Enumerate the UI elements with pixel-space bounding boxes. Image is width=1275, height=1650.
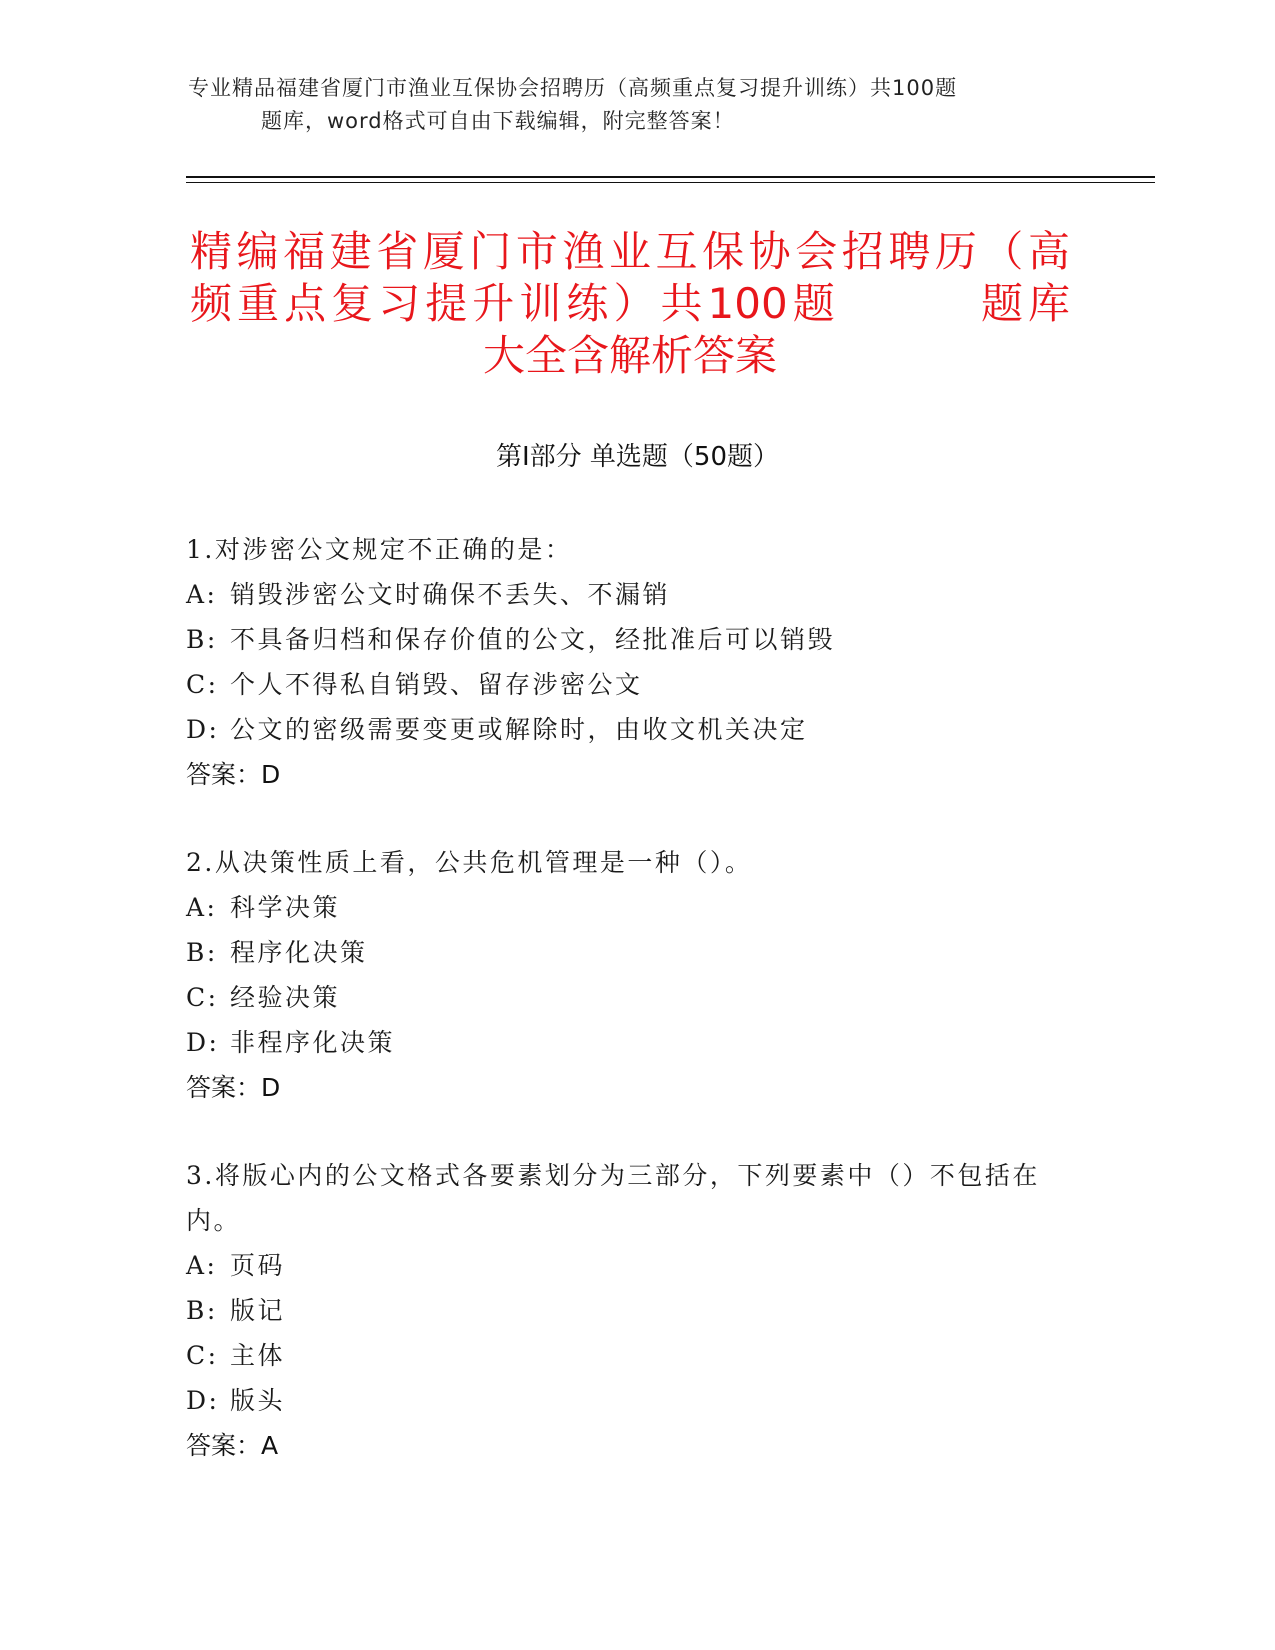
question-stem: 2.从决策性质上看，公共危机管理是一种（）。 [186, 848, 753, 877]
document-header [150, 72, 1050, 138]
header-divider-thin [186, 182, 1155, 183]
question-item [186, 840, 1066, 1110]
option-text: 程序化决策 [230, 938, 368, 967]
option-text: 不具备归档和保存价值的公文，经批准后可以销毁 [230, 625, 836, 654]
option-a [186, 1243, 1066, 1288]
option-text: 版头 [230, 1386, 286, 1415]
option-text: 版记 [230, 1296, 286, 1325]
question-stem: 3.将版心内的公文格式各要素划分为三部分，下列要素中（）不包括在内。 [186, 1161, 1040, 1235]
title-line-1: 精编福建省厦门市渔业互保协会招聘历（高 [190, 227, 1070, 276]
answer-line: 答案：D [186, 760, 281, 789]
header-divider-thick [186, 176, 1155, 178]
option-c [186, 975, 1066, 1020]
title-line-3: 大全含解析答案 [482, 331, 777, 380]
option-letter: B: [186, 1296, 218, 1325]
answer-line: 答案：A [186, 1431, 279, 1460]
title-line-2: 频重点复习提升训练）共100题 题库 [190, 279, 1070, 328]
option-letter: B: [186, 938, 218, 967]
question-item [186, 527, 1066, 797]
option-letter: A: [186, 1251, 218, 1280]
option-text: 页码 [230, 1251, 286, 1280]
option-letter: C: [186, 1341, 219, 1370]
question-list [186, 527, 1066, 1511]
option-letter: C: [186, 670, 219, 699]
option-text: 公文的密级需要变更或解除时，由收文机关决定 [230, 715, 808, 744]
option-a [186, 885, 1066, 930]
option-letter: D: [186, 1028, 220, 1057]
header-line-2: 题库，word格式可自由下载编辑，附完整答案！ [261, 109, 735, 133]
option-c [186, 662, 1066, 707]
option-d [186, 707, 1066, 752]
option-letter: A: [186, 893, 218, 922]
option-d [186, 1378, 1066, 1423]
option-letter: A: [186, 580, 218, 609]
option-b [186, 1288, 1066, 1333]
option-text: 个人不得私自销毁、留存涉密公文 [230, 670, 643, 699]
option-text: 主体 [230, 1341, 286, 1370]
option-d [186, 1020, 1066, 1065]
option-letter: C: [186, 983, 219, 1012]
option-a [186, 572, 1066, 617]
option-letter: B: [186, 625, 218, 654]
option-b [186, 930, 1066, 975]
option-text: 销毁涉密公文时确保不丢失、不漏销 [230, 580, 671, 609]
answer-line: 答案：D [186, 1073, 281, 1102]
option-letter: D: [186, 715, 220, 744]
question-stem: 1.对涉密公文规定不正确的是： [186, 535, 573, 564]
option-text: 经验决策 [230, 983, 341, 1012]
document-title [190, 226, 1070, 382]
question-item [186, 1153, 1066, 1468]
option-text: 科学决策 [230, 893, 341, 922]
option-letter: D: [186, 1386, 220, 1415]
option-b [186, 617, 1066, 662]
header-line-1: 专业精品福建省厦门市渔业互保协会招聘历（高频重点复习提升训练）共100题 [188, 76, 958, 100]
option-c [186, 1333, 1066, 1378]
section-title: 第Ⅰ部分 单选题（50题） [495, 442, 780, 472]
option-text: 非程序化决策 [230, 1028, 396, 1057]
